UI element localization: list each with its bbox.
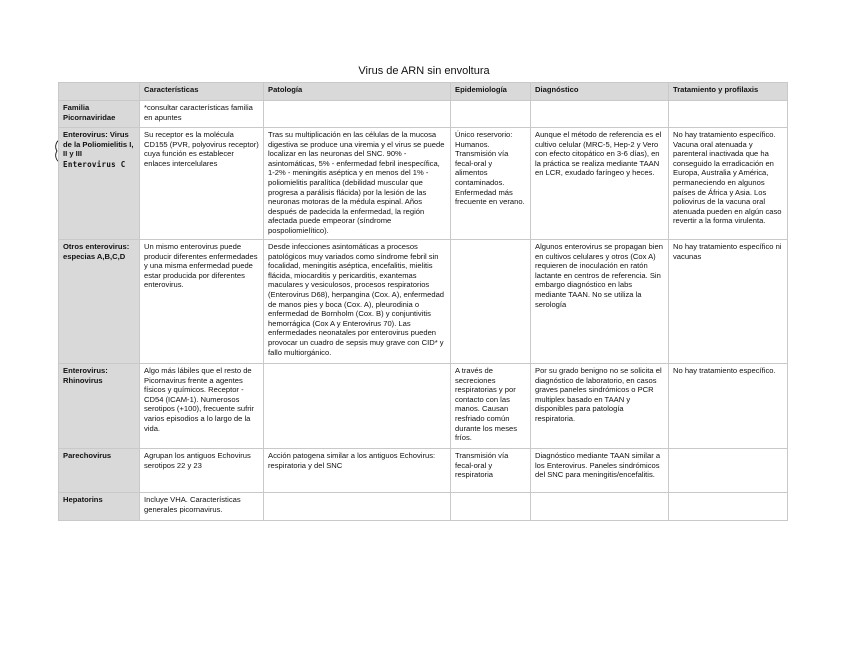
- header-tratamiento: Tratamiento y profilaxis: [669, 83, 788, 101]
- row-name: Parechovirus: [59, 449, 140, 493]
- table-row: [59, 449, 788, 493]
- table-row: [59, 240, 788, 364]
- table-row: [59, 493, 788, 521]
- header-caracteristicas: Características: [140, 83, 264, 101]
- cell-diagnostico: Diagnóstico mediante TAAN similar a los Enterovirus. Paneles sindrómicos del SNC para meningitis/encefalitis.: [531, 449, 669, 493]
- table-row: [59, 364, 788, 449]
- cell-caracteristicas: Un mismo enterovirus puede producir diferentes enfermedades y una misma enfermedad puede estar producida por diferentes enterovirus.: [140, 240, 264, 364]
- header-patologia: Patología: [264, 83, 451, 101]
- cell-caracteristicas: Algo más lábiles que el resto de Picornavirus frente a agentes físicos y químicos. Receptor - CD54 (ICAM-1). Numerosos serotipos (+100), frecuente sufrir varios episodios a lo largo de la vida.: [140, 364, 264, 449]
- cell-epidemiologia: [451, 101, 531, 128]
- document-title: Virus de ARN sin envoltura: [358, 65, 490, 77]
- table-row: [59, 128, 788, 240]
- header-empty-cell: [59, 83, 140, 101]
- row-name: Familia Picornaviridae: [59, 101, 140, 128]
- cell-diagnostico: Aunque el método de referencia es el cultivo celular (MRC-5, Hep-2 y Vero con efecto citopático en 3-6 días), en la práctica se realiza mediante TAAN en LCR, exudado faríngeo y heces.: [531, 128, 669, 240]
- table-row: [59, 101, 788, 128]
- handwritten-note: Enterovirus C: [63, 159, 126, 169]
- row-name: Enterovirus: Virus de la Poliomielitis I, II y III: [63, 130, 134, 159]
- header-diagnostico: Diagnóstico: [531, 83, 669, 101]
- cell-patologia: Tras su multiplicación en las células de la mucosa digestiva se produce una viremia y el virus se puede localizar en las neuronas del SNC. 90% - asintomáticas, 5% - enfermedad febril inespecífica, 1-2% - meningitis aséptica y en menos del 1% - poliomielitis paralítica (debilidad muscular que progresa a parálisis flácida) por la lesión de las neuronas motoras de la médula espinal. Años después de padecida la enfermedad, la región afectada puede empeorar (síndrome pospoliomielítico).: [264, 128, 451, 240]
- cell-epidemiologia: Único reservorio: Humanos. Transmisión vía fecal-oral y alimentos contaminados. Enfermedad más frecuente en verano.: [451, 128, 531, 240]
- cell-tratamiento: [669, 101, 788, 128]
- cell-diagnostico: Por su grado benigno no se solicita el diagnóstico de laboratorio, en casos graves paneles sindrómicos o PCR multiplex basado en TAAN y disponibles para patología respiratoria.: [531, 364, 669, 449]
- cell-epidemiologia: [451, 493, 531, 521]
- row-name: Enterovirus: Rhinovirus: [59, 364, 140, 449]
- cell-caracteristicas: *consultar características familia en apuntes: [140, 101, 264, 128]
- cell-epidemiologia: [451, 240, 531, 364]
- cell-caracteristicas: Incluye VHA. Características generales picornavirus.: [140, 493, 264, 521]
- cell-patologia: [264, 101, 451, 128]
- cell-patologia: [264, 493, 451, 521]
- cell-caracteristicas: Su receptor es la molécula CD155 (PVR, polyovirus receptor) cuya función es establecer enlaces intercelulares: [140, 128, 264, 240]
- row-name: Hepatorins: [59, 493, 140, 521]
- cell-patologia: Desde infecciones asintomáticas a procesos patológicos muy variados como síndrome febril sin focalidad, meningitis aséptica, encefalitis, mielitis flácida, miocarditis y pericarditis, exantemas maculares y vesiculosos, procesos respiratorios (Enterovirus D68), herpangina (Cox. A), enfermedad de manos pies y boca (Cox. A), pleurodinia o enfermedad de Bornholm (Cox. B) y conjuntivitis hemorrágica (Cox A y Enterovirus 70). Las enfermedades neonatales por enterovirus pueden provocar un cuadro de sepsis muy grave con CID* y fallo multiorgánico.: [264, 240, 451, 364]
- cell-tratamiento: [669, 493, 788, 521]
- header-epidemiologia: Epidemiología: [451, 83, 531, 101]
- virus-table: [58, 82, 788, 521]
- table-header-row: [59, 83, 788, 101]
- cell-caracteristicas: Agrupan los antiguos Echovirus serotipos 22 y 23: [140, 449, 264, 493]
- cell-diagnostico: Algunos enterovirus se propagan bien en cultivos celulares y otros (Cox A) requieren de inoculación en ratón lactante en centros de referencia. Sin embargo diagnóstico en labs mediante TAAN. No se utiliza la serología: [531, 240, 669, 364]
- cell-patologia: Acción patogena similar a los antiguos Echovirus: respiratoria y del SNC: [264, 449, 451, 493]
- cell-tratamiento: No hay tratamiento específico.: [669, 364, 788, 449]
- cell-tratamiento: No hay tratamiento específico. Vacuna oral atenuada y parenteral inactivada que ha conseguido la erradicación en Europa, Australia y América, permaneciendo en algunos países de África y Asia. Los poliovirus de la vacuna oral atenuada pueden en algún caso revertir a la forma virulenta.: [669, 128, 788, 240]
- cell-epidemiologia: Transmisión vía fecal-oral y respiratoria: [451, 449, 531, 493]
- cell-epidemiologia: A través de secreciones respiratorias y por contacto con las manos. Causan resfriado común durante los meses fríos.: [451, 364, 531, 449]
- cell-diagnostico: [531, 101, 669, 128]
- row-name: Otros enterovirus: especias A,B,C,D: [59, 240, 140, 364]
- row-name-cell: [59, 128, 140, 240]
- cell-tratamiento: No hay tratamiento específico ni vacunas: [669, 240, 788, 364]
- cell-tratamiento: [669, 449, 788, 493]
- cell-diagnostico: [531, 493, 669, 521]
- cell-patologia: [264, 364, 451, 449]
